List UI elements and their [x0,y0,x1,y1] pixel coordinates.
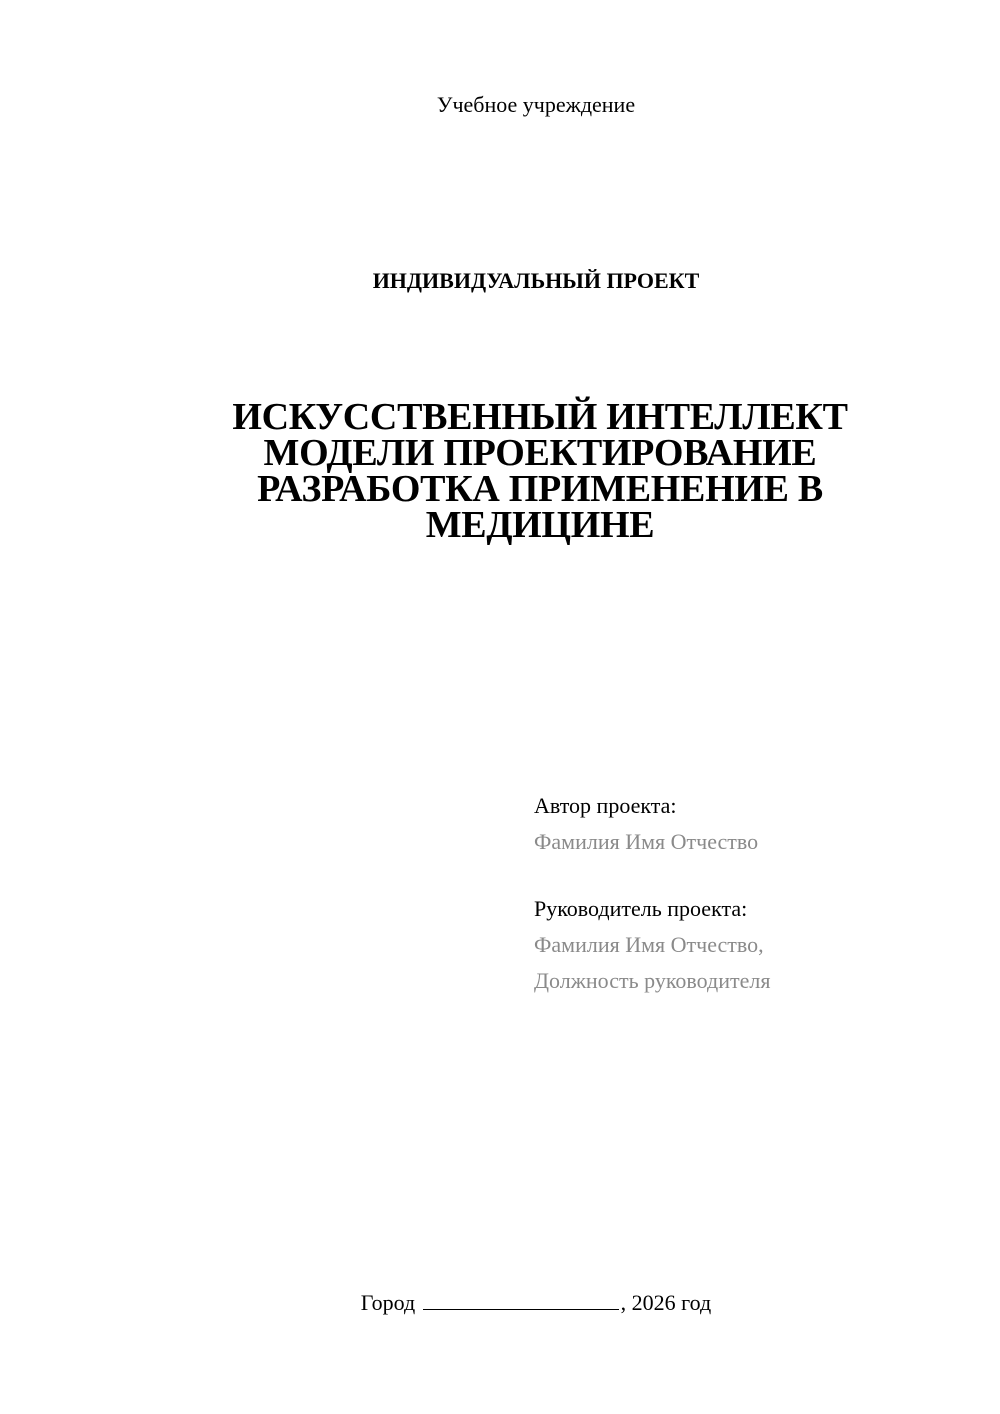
credits-block [534,788,954,999]
supervisor-name: Фамилия Имя Отчество, [534,932,764,957]
author-label: Автор проекта: [534,793,677,818]
credits-spacer [534,860,954,891]
title-line-1: ИСКУССТВЕННЫЙ ИНТЕЛЛЕКТ [232,396,848,438]
city-blank-underline [423,1291,619,1310]
year-text: , 2026 год [620,1290,712,1315]
author-name: Фамилия Имя Отчество [534,829,759,854]
title-line-4: МЕДИЦИНЕ [425,504,655,546]
city-year-line [0,1288,1000,1318]
supervisor-label: Руководитель проекта: [534,896,748,921]
supervisor-position: Должность руководителя [534,968,771,993]
institution-name: Учебное учреждение [436,92,636,117]
city-label: Город [360,1290,416,1315]
title-line-3: РАЗРАБОТКА ПРИМЕНЕНИЕ В [257,468,823,510]
document-type-heading: ИНДИВИДУАЛЬНЫЙ ПРОЕКТ [372,268,700,293]
project-title [220,396,860,546]
title-line-2: МОДЕЛИ ПРОЕКТИРОВАНИЕ [263,432,817,474]
